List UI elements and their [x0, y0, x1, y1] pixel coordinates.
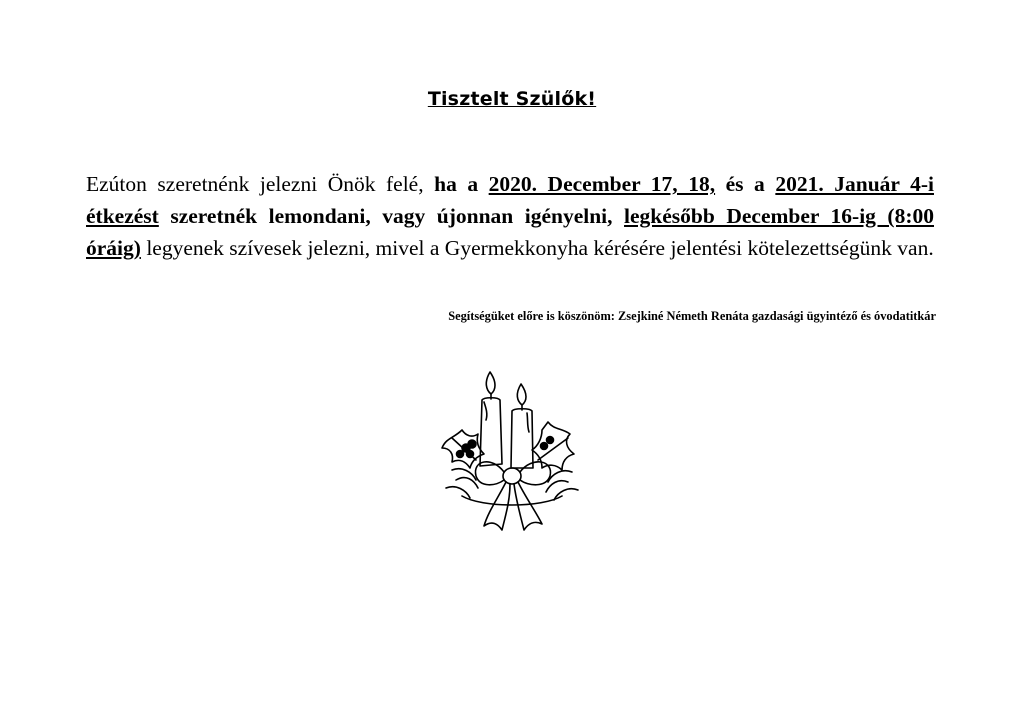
text-intro: Ezúton szeretnénk jelezni Önök felé, [86, 172, 435, 196]
text-es-a: és a [715, 172, 776, 196]
date-2020: 2020. December 17, 18, [488, 172, 716, 196]
text-ha-a: ha a [434, 172, 489, 196]
text-closing: legyenek szívesek jelezni, mivel a Gyermekkonyha kérésére jelentési kötelezettségünk van. [140, 236, 934, 260]
notice-paragraph [86, 168, 934, 264]
date-2021: 2021. Január 4-i étkezést [86, 172, 934, 228]
text-lemondani: szeretnék lemondani, vagy újonnan igényelni, [158, 204, 625, 228]
page-title: Tisztelt Szülők! [427, 88, 597, 110]
deadline-text: legkésőbb December 16-ig (8:00 óráig) [86, 204, 934, 260]
signature-line: Segítségüket előre is köszönöm: Zsejkiné Németh Renáta gazdasági ügyintéző és óvodatitkár [448, 309, 936, 323]
advent-candles-with-bow-icon [432, 368, 592, 536]
